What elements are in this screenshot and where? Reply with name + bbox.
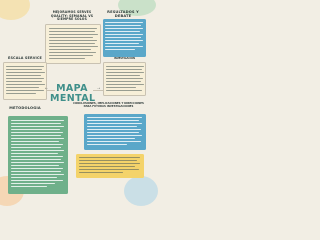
decor-blob-blue (124, 176, 158, 206)
center-title-line2: MENTAL (50, 93, 96, 104)
decor-blob-yellow (0, 0, 30, 20)
topic-bottom-right-title: CONCLUSIONES, IMPLICACIONES Y DIRECCIONES PARA FUTURAS INVESTIGACIONES (73, 102, 144, 108)
topic-top-card (45, 24, 101, 64)
topic-right-card (103, 19, 146, 57)
arrow-right-icon: → (96, 85, 101, 91)
topic-left-card (3, 62, 47, 100)
topic-bottom-right-card-2 (76, 154, 144, 178)
topic-right-card-2 (103, 62, 146, 96)
center-title (50, 84, 94, 104)
topic-right-sublabel: INVESTIGACION (113, 57, 136, 60)
topic-bottom-right-card (84, 114, 146, 150)
topic-bottom-left-title: METODOLOGIA (9, 106, 41, 110)
topic-top-title: MEJORAMOS SERVES QUALITY: SEMANAL VS SIEMPRE SOLOS (50, 10, 94, 22)
topic-bottom-left-card (8, 116, 68, 194)
topic-right-title: RESULTADOS Y DEBATE (107, 10, 139, 18)
topic-left-title: ESCALA SERVICE (8, 56, 42, 60)
arrow-left-icon: ← (44, 85, 49, 91)
center-title-line1: MAPA (56, 83, 88, 94)
